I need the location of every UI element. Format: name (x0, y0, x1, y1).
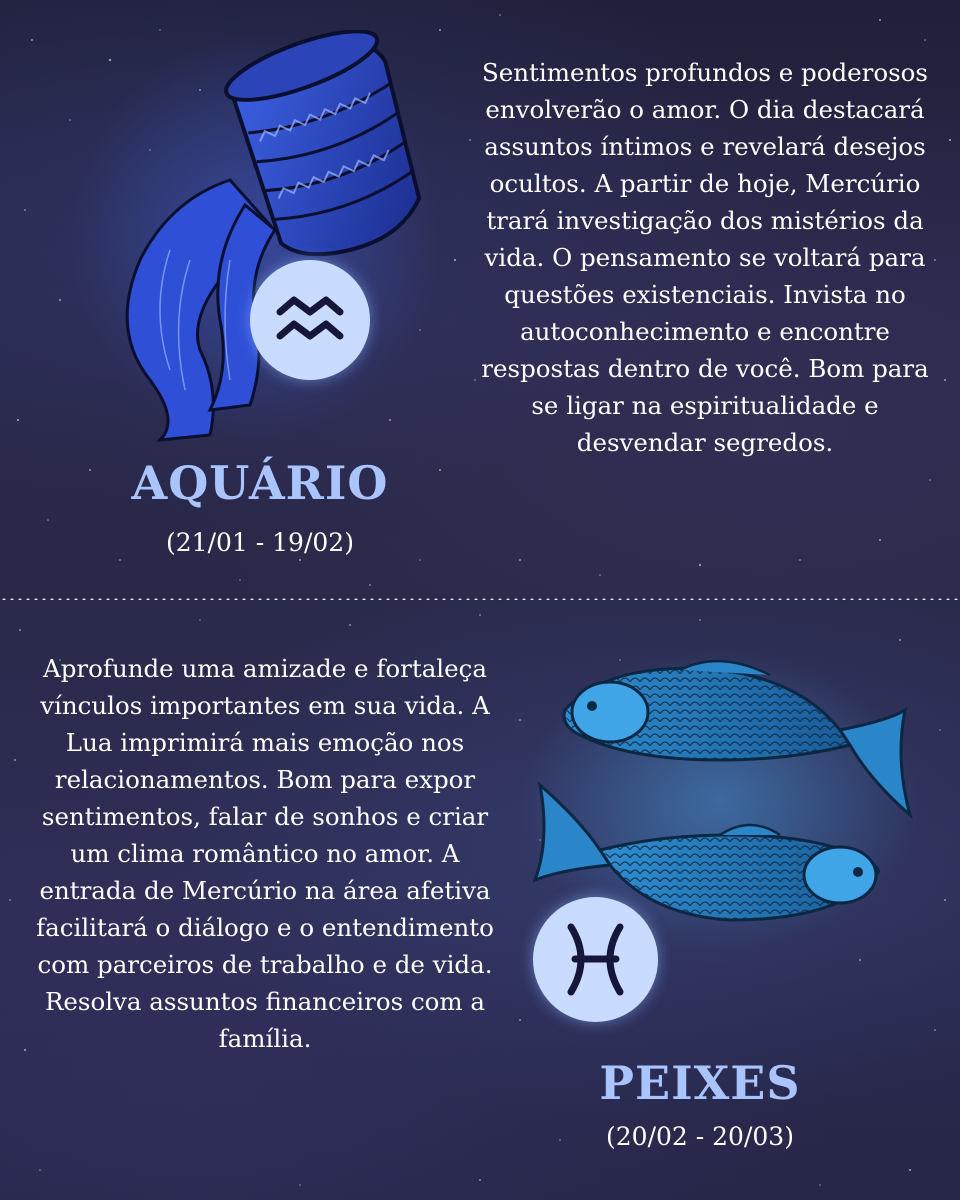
aquarius-title: AQUÁRIO (131, 456, 389, 510)
pisces-symbol-icon (533, 897, 658, 1022)
pisces-title: PEIXES (599, 1056, 801, 1110)
aquarius-horoscope-text: Sentimentos profundos e poderosos envolverão o amor. O dia destacará assuntos íntimos e revelará desejos ocultos. A partir de hoje, Mercúrio trará investigação dos mistérios da vida. O pensamento se voltará para questões existenciais. Invista no autoconhecimento e encontre respostas dentro de você. Bom para se ligar na espiritualidade e desvendar segredos. (481, 58, 929, 457)
aquarius-dates: (21/01 - 19/02) (166, 528, 354, 557)
pisces-horoscope-text: Aprofunde uma amizade e fortaleça vínculos importantes em sua vida. A Lua imprimirá mais emoção nos relacionamentos. Bom para expor sentimentos, falar de sonhos e criar um clima romântico no amor. A entrada de Mercúrio na área afetiva facilitará o diálogo e o entendimento com parceiros de trabalho e de vida. Resolva assuntos financeiros com a família. (36, 654, 494, 1053)
pisces-dates: (20/02 - 20/03) (606, 1122, 794, 1151)
pisces-section (0, 600, 960, 1200)
water-jar-icon (70, 30, 440, 450)
aquarius-symbol-icon (250, 260, 370, 380)
